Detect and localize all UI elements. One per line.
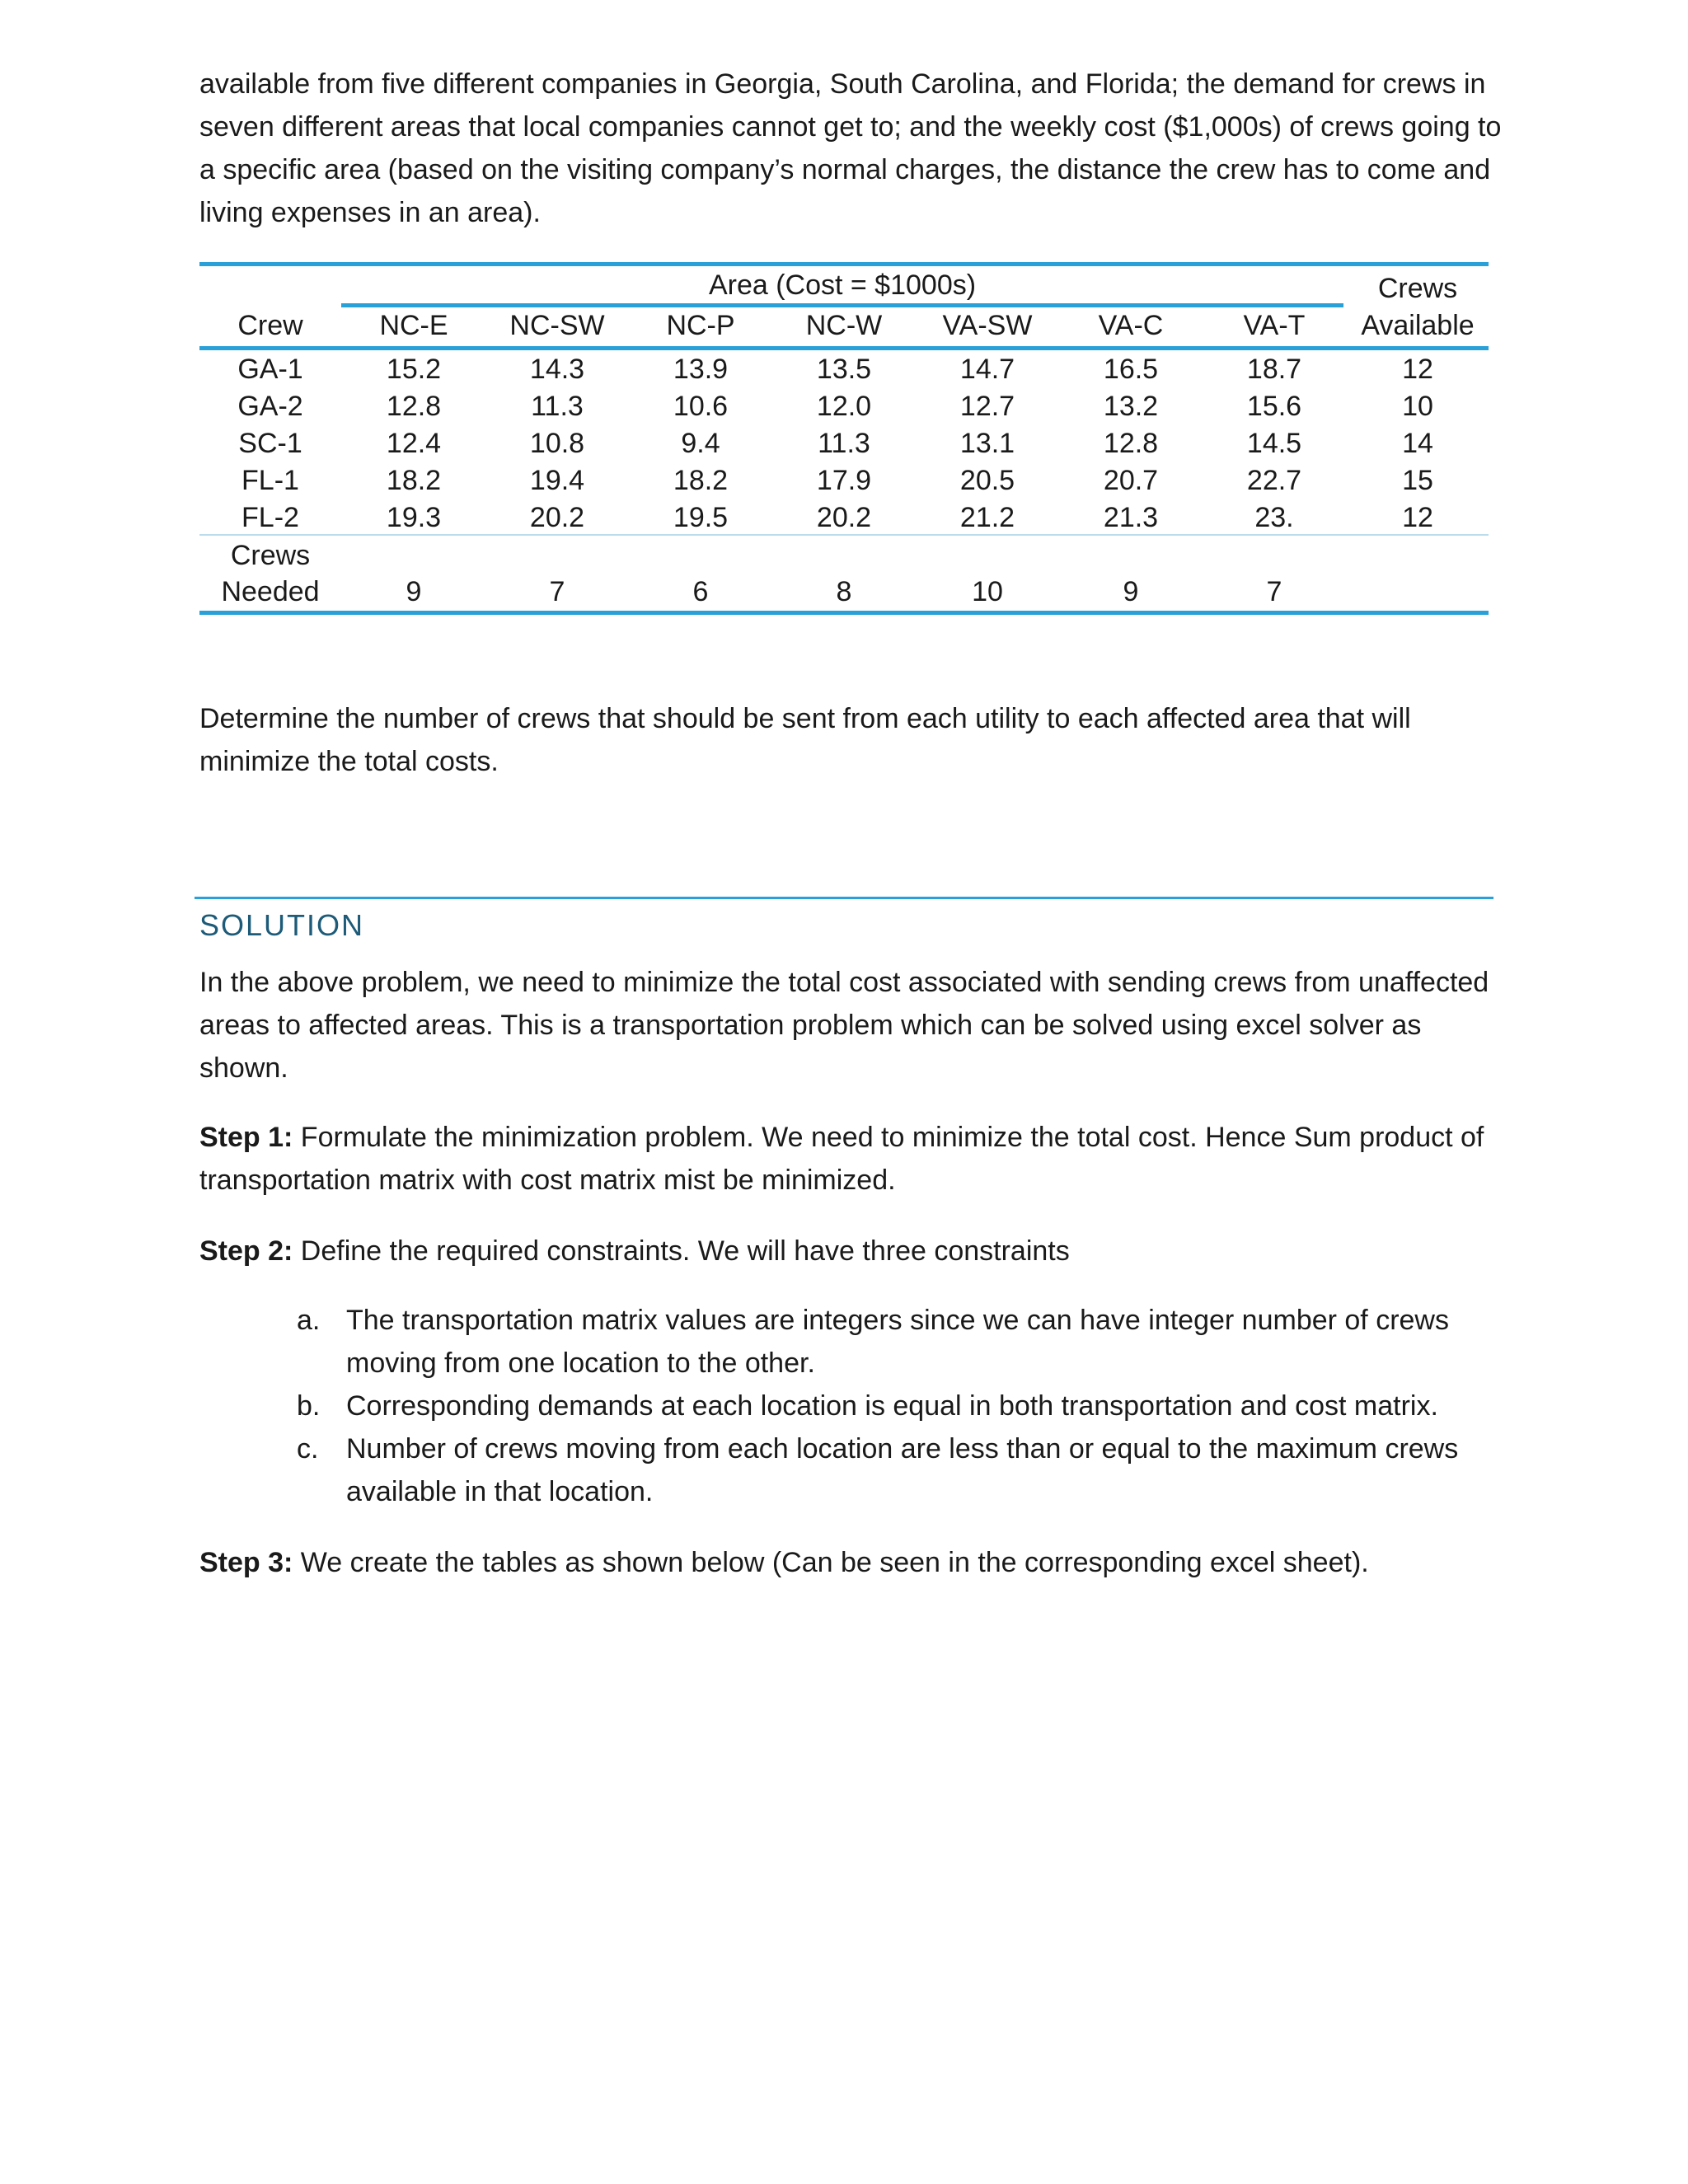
cost-cell: 9.4	[681, 428, 720, 459]
cost-cell: 12.8	[386, 391, 442, 422]
list-marker: a.	[297, 1305, 321, 1336]
cost-cell: 11.3	[818, 428, 870, 459]
column-header: NC-W	[805, 310, 883, 341]
cost-cell: 14.7	[959, 354, 1015, 385]
list-item-text: Corresponding demands at each location is equal in both transportation and cost matrix.	[346, 1390, 1438, 1422]
crew-cell: SC-1	[238, 428, 302, 459]
needed-cell: 9	[1123, 576, 1139, 607]
step-1-label: Step 1:	[199, 1122, 293, 1153]
cost-cell: 22.7	[1246, 465, 1302, 496]
step-2-text: Define the required constraints. We will have three constraints	[293, 1235, 1070, 1267]
list-item	[199, 1299, 1502, 1385]
crew-cell: FL-2	[241, 502, 299, 533]
cost-cell: 23.	[1254, 502, 1294, 533]
list-marker: b.	[297, 1390, 321, 1422]
available-header-line1: Crews	[1377, 273, 1458, 304]
cost-cell: 10.8	[529, 428, 585, 459]
step-1-text: Formulate the minimization problem. We need to minimize the total cost. Hence Sum product of transportation matrix with cost matrix mist be minimized.	[199, 1122, 1484, 1196]
cost-cell: 19.3	[386, 502, 442, 533]
intro-paragraph: available from five different companies in Georgia, South Carolina, and Florida; the demand for crews in seven different areas that local companies cannot get to; and the weekly cost ($1,000s) of crews going to a specific area (based on the visiting company’s normal charges, the distance the crew has to come and living expenses in an area).	[199, 68, 1502, 228]
needed-label-line2: Needed	[221, 576, 320, 607]
cost-cell: 12.8	[1103, 428, 1159, 459]
cost-cell: 14.3	[529, 354, 585, 385]
crew-cell: GA-1	[237, 354, 303, 385]
cost-cell: 12.4	[386, 428, 442, 459]
cost-cell: 12.7	[959, 391, 1015, 422]
needed-cell: 7	[1266, 576, 1282, 607]
cost-cell: 13.2	[1103, 391, 1159, 422]
list-item	[199, 1385, 1502, 1427]
list-marker: c.	[297, 1433, 319, 1465]
cost-cell: 12.0	[816, 391, 872, 422]
table-bottom-rule	[199, 611, 1489, 615]
cost-cell: 18.7	[1246, 354, 1302, 385]
cost-cell: 19.5	[673, 502, 729, 533]
column-header: NC-P	[666, 310, 735, 341]
cost-cell: 16.5	[1103, 354, 1159, 385]
needed-cell: 10	[972, 576, 1003, 607]
header-bottom-rule	[199, 346, 1489, 350]
list-item-text: Number of crews moving from each location are less than or equal to the maximum crews available in that location.	[346, 1433, 1459, 1507]
list-item-text: The transportation matrix values are integers since we can have integer number of crews moving from one location to the other.	[346, 1305, 1449, 1379]
cost-cell: 20.5	[959, 465, 1015, 496]
available-cell: 14	[1402, 428, 1433, 459]
crew-cell: FL-1	[241, 465, 299, 496]
cost-cell: 17.9	[816, 465, 872, 496]
cost-cell: 14.5	[1246, 428, 1302, 459]
cost-cell: 11.3	[531, 391, 584, 422]
cost-cell: 18.2	[386, 465, 442, 496]
cost-cell: 15.2	[386, 354, 442, 385]
column-header: VA-SW	[942, 310, 1033, 341]
solution-heading: SOLUTION	[199, 908, 365, 942]
cost-cell: 13.9	[673, 354, 729, 385]
column-header: NC-SW	[509, 310, 605, 341]
group-header: Area (Cost = $1000s)	[708, 269, 977, 301]
column-header: NC-E	[379, 310, 448, 341]
step-3-label: Step 3:	[199, 1547, 293, 1578]
rows-bottom-rule	[199, 534, 1489, 536]
needed-label-line1: Crews	[230, 540, 311, 571]
step-1-paragraph	[199, 1116, 1502, 1202]
needed-cell: 7	[549, 576, 565, 607]
available-cell: 12	[1402, 354, 1433, 385]
cost-cell: 13.1	[959, 428, 1015, 459]
column-header: VA-C	[1098, 310, 1164, 341]
needed-cell: 8	[836, 576, 852, 607]
cost-cell: 20.7	[1103, 465, 1159, 496]
list-item	[199, 1427, 1502, 1513]
cost-cell: 13.5	[816, 354, 872, 385]
crew-header: Crew	[237, 310, 303, 341]
needed-cell: 6	[692, 576, 709, 607]
group-header-rule	[341, 303, 1343, 307]
table-top-rule	[199, 262, 1489, 266]
step-3-paragraph	[199, 1541, 1502, 1584]
step-3-text: We create the tables as shown below (Can be seen in the corresponding excel sheet).	[293, 1547, 1369, 1578]
step-2-label: Step 2:	[199, 1235, 293, 1267]
available-header-line2: Available	[1361, 310, 1475, 341]
cost-cell: 20.2	[816, 502, 872, 533]
available-cell: 15	[1402, 465, 1433, 496]
column-header: VA-T	[1243, 310, 1306, 341]
available-cell: 12	[1402, 502, 1433, 533]
constraints-list	[199, 1299, 1502, 1513]
crew-cell: GA-2	[237, 391, 303, 422]
cost-table	[198, 262, 1489, 616]
cost-cell: 21.3	[1103, 502, 1159, 533]
cost-cell: 10.6	[673, 391, 729, 422]
needed-cell: 9	[406, 576, 422, 607]
cost-cell: 21.2	[959, 502, 1015, 533]
cost-cell: 18.2	[673, 465, 729, 496]
solution-rule	[195, 897, 1493, 899]
cost-cell: 20.2	[529, 502, 585, 533]
solution-intro: In the above problem, we need to minimize the total cost associated with sending crews from unaffected areas to affected areas. This is a transportation problem which can be solved using excel solver as shown.	[199, 967, 1489, 1084]
cost-cell: 15.6	[1246, 391, 1302, 422]
available-cell: 10	[1402, 391, 1433, 422]
step-2-paragraph	[199, 1230, 1502, 1272]
cost-cell: 19.4	[529, 465, 585, 496]
question-paragraph: Determine the number of crews that should be sent from each utility to each affected area that will minimize the total costs.	[199, 703, 1411, 777]
